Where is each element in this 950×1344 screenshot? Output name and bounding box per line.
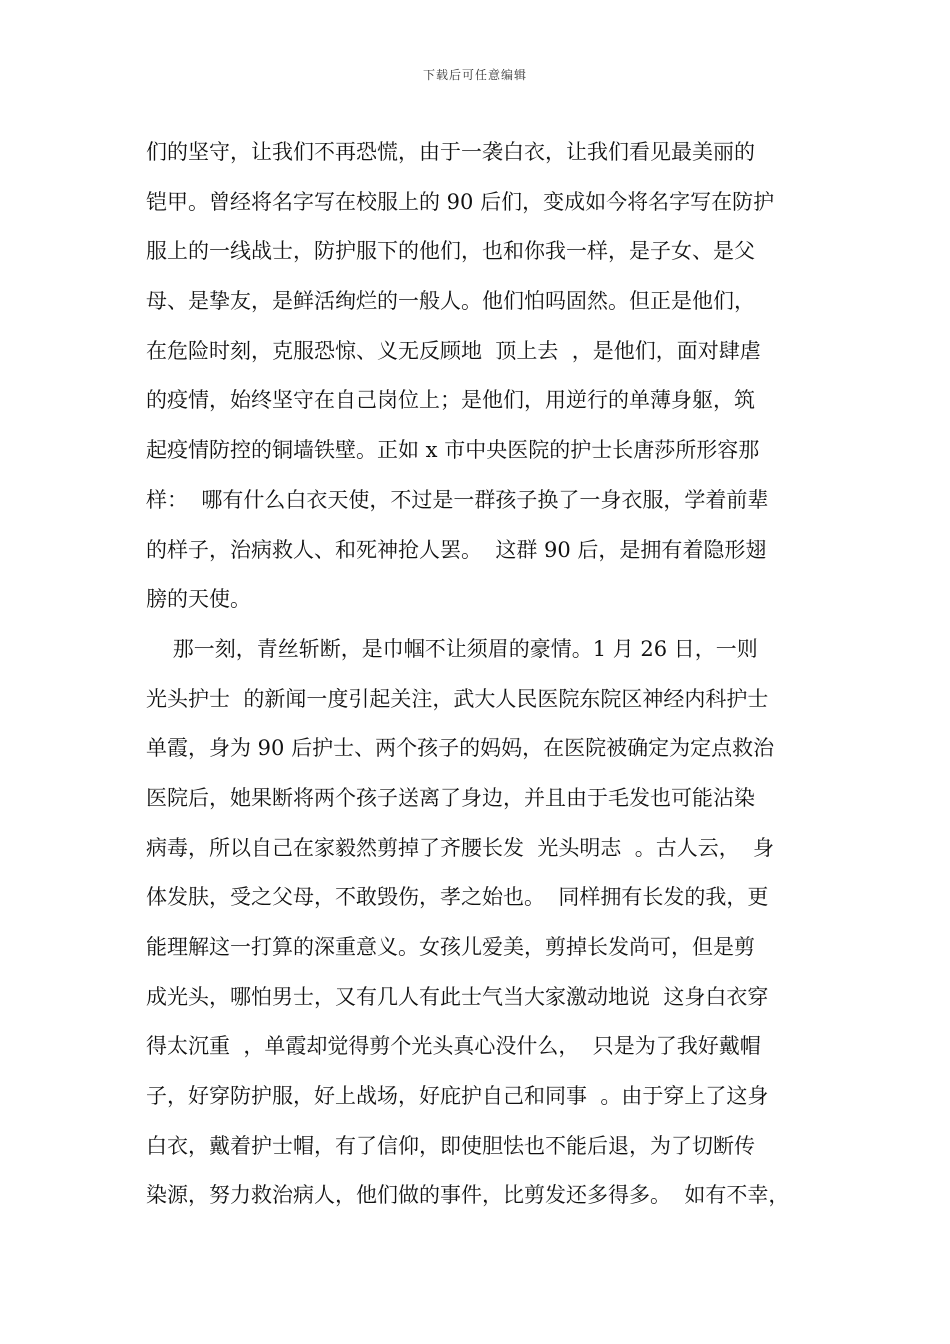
text-line: 在危险时刻，克服恐惊、义无反顾地 顶上去 ，是他们，面对肆虐 bbox=[146, 338, 761, 363]
text-line: 的样子，治病救人、和死神抢人罢。 这群 90 后，是拥有着隐形翅 bbox=[146, 537, 767, 562]
text-line: 们的坚守，让我们不再恐慌，由于一袭白衣，让我们看见最美丽的 bbox=[146, 140, 755, 164]
text-line: 体发肤，受之父母，不敢毁伤，孝之始也。 同样拥有长发的我，更 bbox=[146, 885, 769, 910]
text-line: 光头护士 的新闻一度引起关注，武大人民医院东院区神经内科护士 bbox=[146, 686, 769, 711]
text-line: 母、是挚友，是鲜活绚烂的一般人。他们怕吗固然。但正是他们， bbox=[146, 289, 755, 314]
text-line: 白衣，戴着护士帽，有了信仰，即使胆怯也不能后退，为了切断传 bbox=[146, 1133, 755, 1158]
text-line: 医院后，她果断将两个孩子送离了身边，并且由于毛发也可能沾染 bbox=[146, 785, 755, 810]
text-line: 膀的天使。 bbox=[146, 587, 251, 612]
text-line: 得太沉重 ，单霞却觉得剪个光头真心没什么， 只是为了我好戴帽 bbox=[146, 1034, 761, 1059]
text-line: 样： 哪有什么白衣天使，不过是一群孩子换了一身衣服，学着前辈 bbox=[146, 487, 769, 512]
text-line: 的疫情，始终坚守在自己岗位上；是他们，用逆行的单薄身躯，筑 bbox=[146, 388, 755, 413]
text-line: 单霞，身为 90 后护士、两个孩子的妈妈，在医院被确定为定点救治 bbox=[146, 736, 775, 761]
text-line: 成光头，哪怕男士，又有几人有此士气当大家激动地说 这身白衣穿 bbox=[146, 984, 769, 1009]
text-line: 服上的一线战士，防护服下的他们，也和你我一样，是子女、是父 bbox=[146, 239, 755, 264]
text-line: 能理解这一打算的深重意义。女孩儿爱美，剪掉长发尚可，但是剪 bbox=[146, 935, 755, 959]
text-line: 铠甲。曾经将名字写在校服上的 90 后们，变成如今将名字写在防护 bbox=[146, 189, 775, 214]
page-header: 下载后可任意编辑 bbox=[422, 68, 527, 82]
text-line: 起疫情防控的铜墙铁壁。正如 x 市中央医院的护士长唐莎所形容那 bbox=[146, 438, 760, 463]
text-line: 那一刻，青丝斩断，是巾帼不让须眉的豪情。1 月 26 日，一则 bbox=[146, 636, 758, 661]
text-line: 病毒，所以自己在家毅然剪掉了齐腰长发 光头明志 。古人云， 身 bbox=[146, 835, 775, 860]
document-body bbox=[146, 128, 846, 1221]
text-line: 染源，努力救治病人，他们做的事件，比剪发还多得多。 如有不幸， bbox=[146, 1183, 790, 1208]
text-line: 子，好穿防护服，好上战场，好庇护自己和同事 。由于穿上了这身 bbox=[146, 1084, 769, 1109]
